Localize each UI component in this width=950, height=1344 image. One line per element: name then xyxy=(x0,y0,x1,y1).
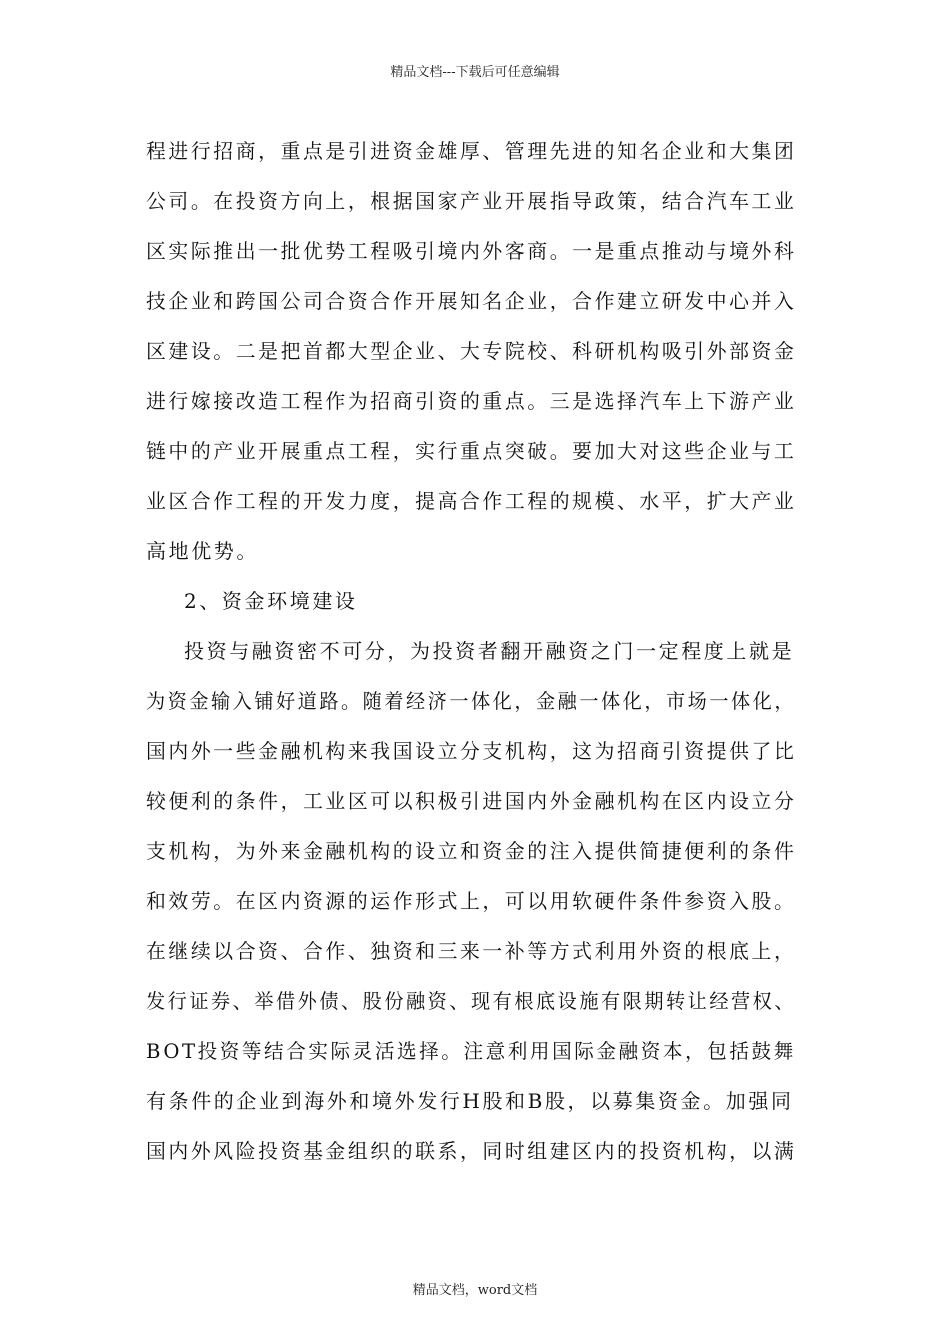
page-footer: 精品文档，word文档 xyxy=(412,1283,538,1298)
body-line-2: 公司。在投资方向上，根据国家产业开展指导政策，结合汽车工业 xyxy=(146,189,797,213)
body-line-7: 链中的产业开展重点工程，实行重点突破。要加大对这些企业与工 xyxy=(146,439,797,463)
document-body xyxy=(146,131,796,1181)
body-line-4: 技企业和跨国公司合资合作开展知名企业，合作建立研发中心并入 xyxy=(146,289,797,313)
body-line-9: 高地优势。 xyxy=(146,539,259,563)
body-line-20: 有条件的企业到海外和境外发行H股和B股，以募集资金。加强同 xyxy=(146,1089,794,1113)
body-line-13: 国内外一些金融机构来我国设立分支机构，这为招商引资提供了比 xyxy=(146,739,797,763)
section-heading: 2、资金环境建设 xyxy=(184,589,358,613)
body-line-14: 较便利的条件，工业区可以积极引进国内外金融机构在区内设立分 xyxy=(146,789,797,813)
body-line-8: 业区合作工程的开发力度，提高合作工程的规模、水平，扩大产业 xyxy=(146,489,797,513)
body-line-17: 在继续以合资、合作、独资和三来一补等方式利用外资的根底上， xyxy=(146,939,797,963)
body-line-3: 区实际推出一批优势工程吸引境内外客商。一是重点推动与境外科 xyxy=(146,239,797,263)
body-line-21: 国内外风险投资基金组织的联系，同时组建区内的投资机构，以满 xyxy=(146,1139,797,1163)
body-line-16: 和效劳。在区内资源的运作形式上，可以用软硬件条件参资入股。 xyxy=(146,889,797,913)
body-line-18: 发行证券、举借外债、股份融资、现有根底设施有限期转让经营权、 xyxy=(146,989,796,1013)
body-line-12: 为资金输入铺好道路。随着经济一体化，金融一体化，市场一体化， xyxy=(146,689,796,713)
body-line-1: 程进行招商，重点是引进资金雄厚、管理先进的知名企业和大集团 xyxy=(146,139,797,163)
body-line-5: 区建设。二是把首都大型企业、大专院校、科研机构吸引外部资金 xyxy=(146,339,797,363)
page-header: 精品文档---下载后可任意编辑 xyxy=(390,65,560,80)
body-line-19: BOT投资等结合实际灵活选择。注意利用国际金融资本，包括鼓舞 xyxy=(146,1039,796,1063)
body-line-11: 投资与融资密不可分，为投资者翻开融资之门一定程度上就是 xyxy=(184,639,795,663)
body-line-15: 支机构，为外来金融机构的设立和资金的注入提供简捷便利的条件 xyxy=(146,839,797,863)
body-line-6: 进行嫁接改造工程作为招商引资的重点。三是选择汽车上下游产业 xyxy=(146,389,797,413)
